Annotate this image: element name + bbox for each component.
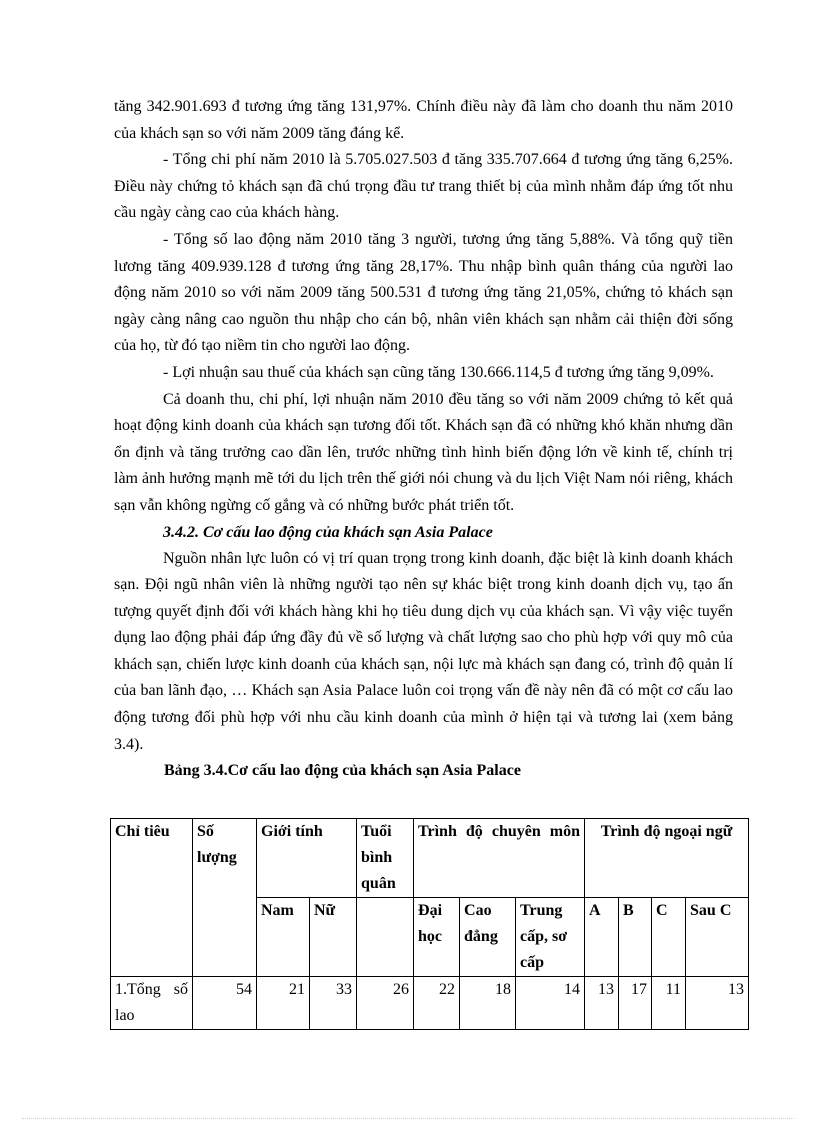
header-trinh-do-chuyen-mon: Trình độ chuyên môn bbox=[414, 819, 585, 898]
page-bottom-divider bbox=[22, 1118, 794, 1119]
cell-tuoi: 26 bbox=[357, 977, 414, 1030]
paragraph-labor: - Tổng số lao động năm 2010 tăng 3 người, tương ứng tăng 5,88%. Và tổng quỹ tiền lương tăng 409.939.128 đ tương ứng tăng 28,17%. Thu nhập bình quân tháng của người lao động năm 2010 so với năm 2009 tăng 500.531 đ tương ứng tăng 21,05%, chứng tỏ khách sạn ngày càng nâng cao nguồn thu nhập cho cán bộ, nhân viên khách sạn nhằm cải thiện đời sống của họ, từ đó tạo niềm tin cho người lao động. bbox=[114, 230, 733, 355]
table-header-row bbox=[111, 819, 749, 898]
header-trinh-do-ngoai-ngu: Trình độ ngoại ngữ bbox=[585, 819, 749, 898]
header-tuoi: Tuổi bình quân bbox=[357, 819, 414, 898]
paragraph-profit: - Lợi nhuận sau thuế của khách sạn cũng tăng 130.666.114,5 đ tương ứng tăng 9,09%. bbox=[163, 363, 714, 381]
header-dai-hoc: Đại học bbox=[414, 898, 460, 977]
header-gioi-tinh: Giới tính bbox=[257, 819, 357, 898]
cell-nam: 21 bbox=[257, 977, 310, 1030]
cell-cao-dang: 18 bbox=[460, 977, 516, 1030]
cell-so-luong: 54 bbox=[193, 977, 257, 1030]
section-heading: 3.4.2. Cơ cấu lao động của khách sạn Asia Palace bbox=[163, 523, 493, 541]
document-body bbox=[114, 94, 733, 784]
paragraph-human-resources: Nguồn nhân lực luôn có vị trí quan trọng trong kinh doanh, đặc biệt là kinh doanh khách sạn. Đội ngũ nhân viên là những người tạo nên sự khác biệt trong kinh doanh dịch vụ, tạo ấn tượng quyết định đối với khách hàng khi họ tiêu dung dịch vụ của khách sạn. Vì vậy việc tuyển dụng lao động phải đáp ứng đầy đủ về số lượng và chất lượng sao cho phù hợp với quy mô của khách sạn, chiến lược kinh doanh của khách sạn, nội lực mà khách sạn đang có, trình độ quản lí của ban lãnh đạo, … Khách sạn Asia Palace luôn coi trọng vấn đề này nên đã có một cơ cấu lao động tương đối phù hợp với nhu cầu kinh doanh của mình ở hiện tại và tương lai (xem bảng 3.4). bbox=[114, 549, 733, 753]
cell-b: 17 bbox=[619, 977, 652, 1030]
cell-trung-cap: 14 bbox=[516, 977, 585, 1030]
table-row bbox=[111, 977, 749, 1030]
cell-nu: 33 bbox=[310, 977, 357, 1030]
header-nu: Nữ bbox=[310, 898, 357, 977]
header-cao-dang: Cao đẳng bbox=[460, 898, 516, 977]
header-tuoi-empty bbox=[357, 898, 414, 977]
header-b: B bbox=[619, 898, 652, 977]
header-a: A bbox=[585, 898, 619, 977]
cell-a: 13 bbox=[585, 977, 619, 1030]
labor-structure-table bbox=[110, 818, 749, 1030]
header-nam: Nam bbox=[257, 898, 310, 977]
header-so-luong: Số lượng bbox=[193, 819, 257, 977]
header-sau-c: Sau C bbox=[686, 898, 749, 977]
paragraph-summary: Cả doanh thu, chi phí, lợi nhuận năm 2010 đều tăng so với năm 2009 chứng tỏ kết quả hoạt động kinh doanh của khách sạn tương đối tốt. Khách sạn đã có những khó khăn nhưng dần ổn định và tăng trưởng cao dần lên, trước những tình hình biến động lớn về kinh tế, chính trị làm ảnh hưởng mạnh mẽ tới du lịch trên thế giới nói chung và du lịch Việt Nam nói riêng, khách sạn vẫn không ngừng cố gắng và có những bước phát triển tốt. bbox=[114, 390, 733, 514]
cell-c: 11 bbox=[652, 977, 686, 1030]
cell-sau-c: 13 bbox=[686, 977, 749, 1030]
header-c: C bbox=[652, 898, 686, 977]
paragraph-revenue: tăng 342.901.693 đ tương ứng tăng 131,97%. Chính điều này đã làm cho doanh thu năm 2010 của khách sạn so với năm 2009 tăng đáng kể. bbox=[114, 98, 733, 142]
cell-dai-hoc: 22 bbox=[414, 977, 460, 1030]
row-label: 1.Tổng số lao bbox=[111, 977, 193, 1030]
header-chi-tieu: Chỉ tiêu bbox=[111, 819, 193, 977]
header-trung-cap: Trung cấp, sơ cấp bbox=[516, 898, 585, 977]
table-title: Bảng 3.4.Cơ cấu lao động của khách sạn Asia Palace bbox=[164, 762, 521, 780]
paragraph-cost: - Tổng chi phí năm 2010 là 5.705.027.503 đ tăng 335.707.664 đ tương ứng tăng 6,25%. Điều này chứng tỏ khách sạn đã chú trọng đầu tư trang thiết bị của mình nhằm đáp ứng tốt nhu cầu ngày càng cao của khách hàng. bbox=[114, 151, 733, 222]
